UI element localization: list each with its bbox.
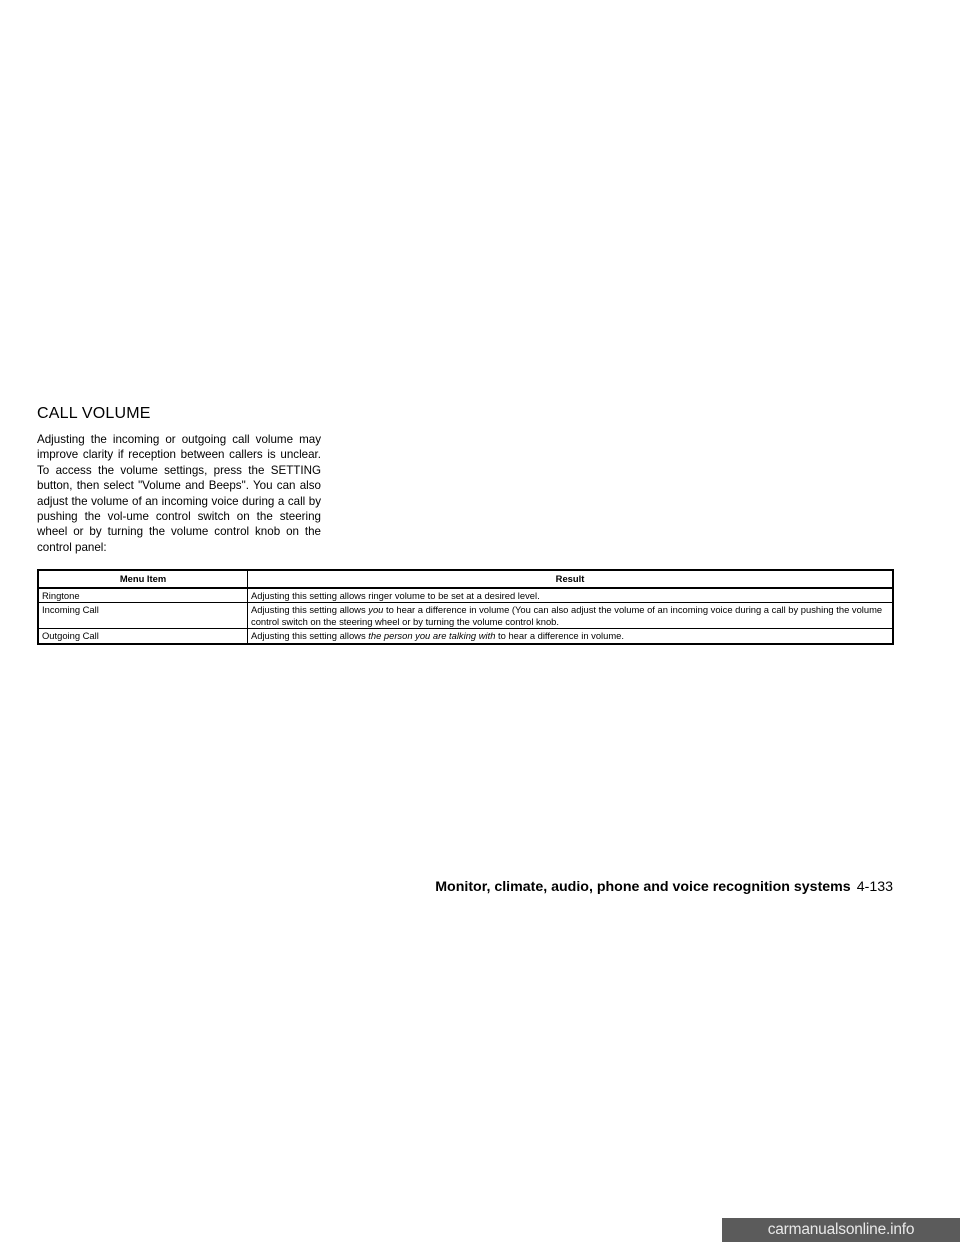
result-text: Adjusting this setting allows ringer volume to be set at a desired level. xyxy=(251,589,540,601)
result-cell xyxy=(248,629,894,644)
section-title: CALL VOLUME xyxy=(37,405,151,422)
watermark-link[interactable]: carmanualsonline.info xyxy=(722,1218,960,1242)
table-header-row xyxy=(38,570,893,588)
header-menu-item: Menu Item xyxy=(38,570,248,588)
result-text: to hear a difference in volume (You can also adjust the volume of an incoming voice during a call by pushing the volume control switch on the steering wheel or by turning the volume control knob. xyxy=(251,604,883,627)
result-cell xyxy=(248,603,894,629)
page-footer xyxy=(435,877,893,897)
table-row xyxy=(38,603,893,629)
menu-item-cell: Incoming Call xyxy=(38,603,248,629)
call-volume-table xyxy=(37,569,894,645)
menu-item-cell: Ringtone xyxy=(38,588,248,603)
page-number: 4-133 xyxy=(856,879,893,895)
menu-item-cell: Outgoing Call xyxy=(38,629,248,644)
result-cell xyxy=(248,588,894,603)
result-text: Adjusting this setting allows xyxy=(251,604,369,616)
result-emphasis: you xyxy=(368,604,384,616)
intro-paragraph: Adjusting the incoming or outgoing call volume may improve clarity if reception between callers is unclear. To access the volume settings, press the SETTING button, then select "Volume and Beeps". You can also adjust the volume of an incoming voice during a call by pushing the vol-ume control switch on the steering wheel or by turning the volume control knob on the control panel: xyxy=(37,433,321,554)
result-text: to hear a difference in volume. xyxy=(495,630,624,642)
result-text: Adjusting this setting allows xyxy=(251,630,369,642)
footer-section-title: Monitor, climate, audio, phone and voice recognition systems xyxy=(435,879,851,895)
header-result: Result xyxy=(248,570,894,588)
table-row xyxy=(38,588,893,603)
result-emphasis: the person you are talking with xyxy=(368,630,496,642)
table-row xyxy=(38,629,893,644)
